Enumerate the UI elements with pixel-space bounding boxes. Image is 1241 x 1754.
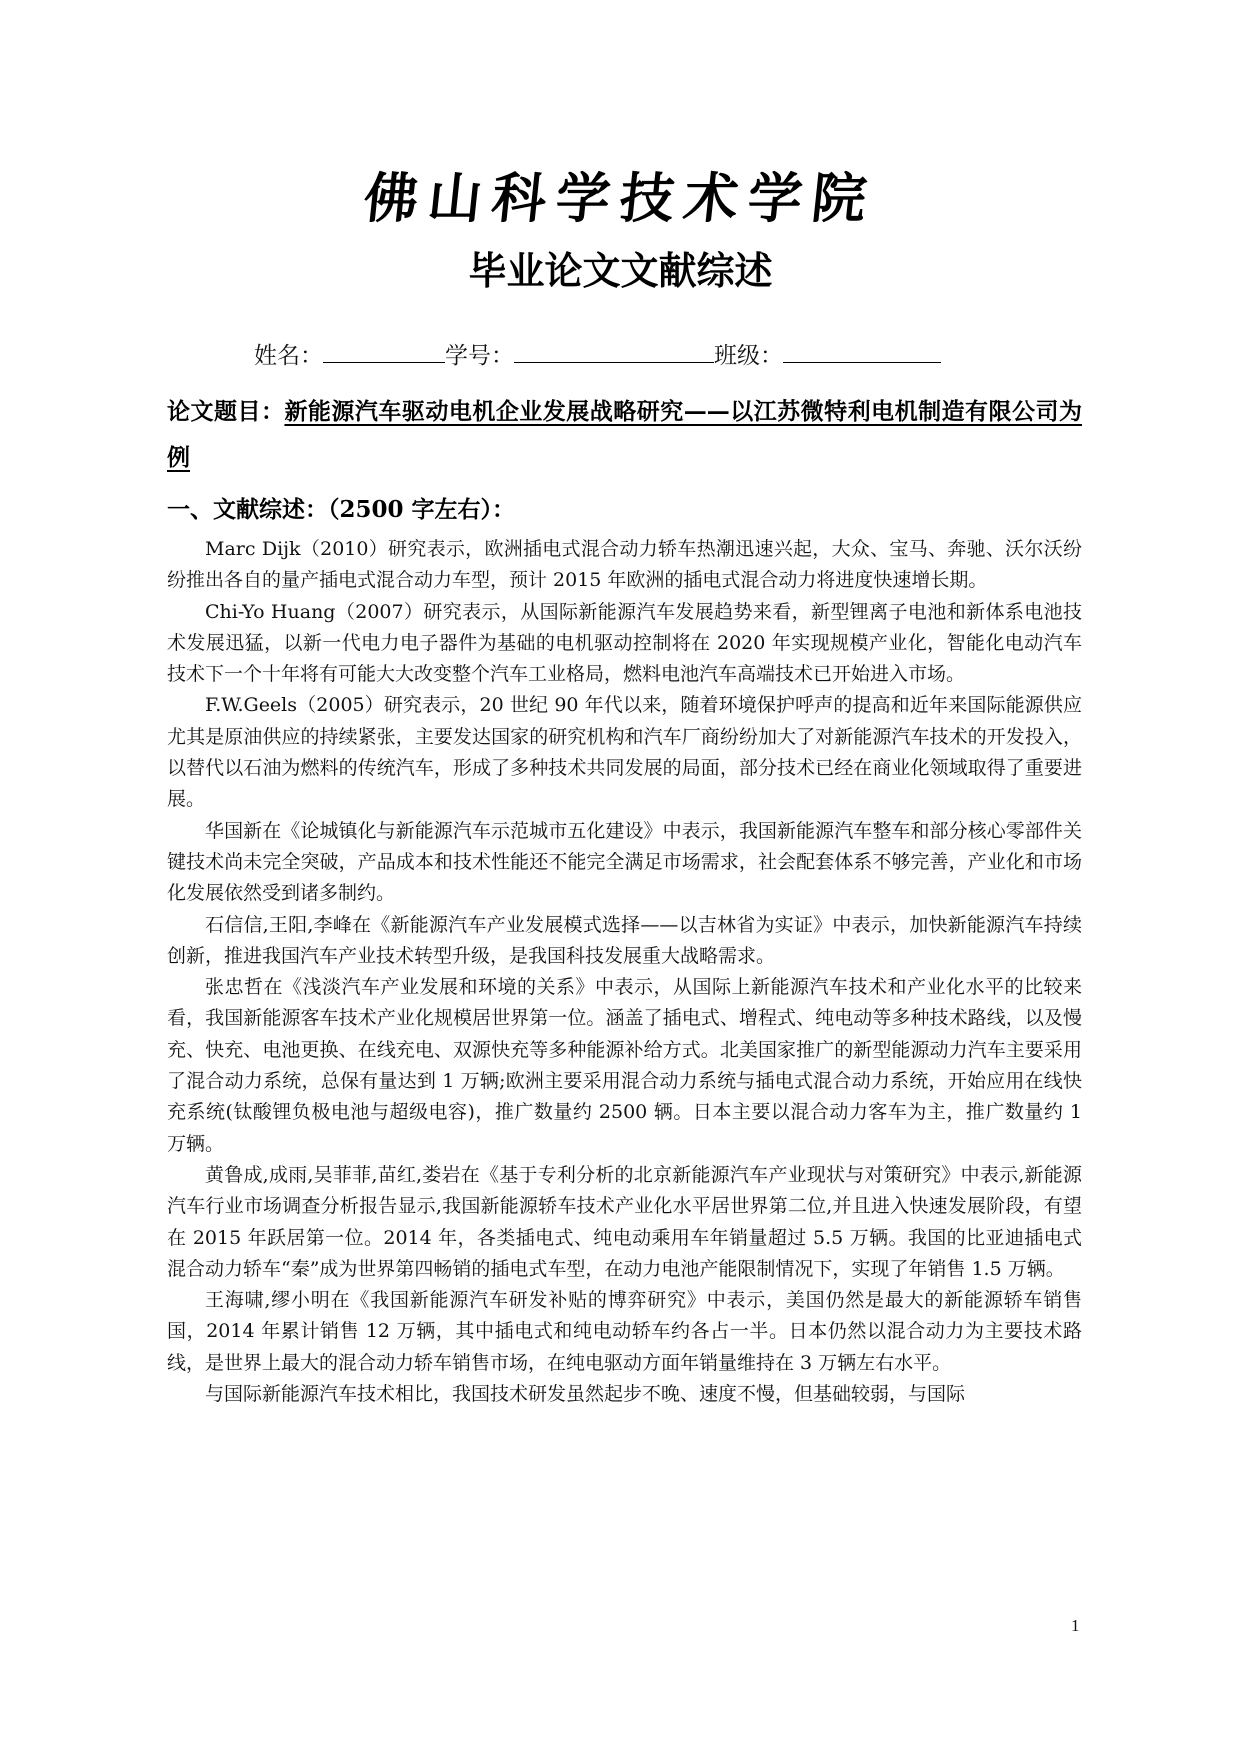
topic-text: 新能源汽车驱动电机企业发展战略研究——以江苏微特利电机制造有限公司为例: [167, 398, 1083, 471]
paragraph: Marc Dijk（2010）研究表示，欧洲插电式混合动力轿车热潮迅速兴起，大众、宝马、奔驰、沃尔沃纷纷推出各自的量产插电式混合动力车型，预计 2015 年欧洲的插电式混合动力将进度快速增长期。: [167, 538, 1082, 592]
class-label: 班级：: [714, 343, 783, 369]
paragraph: 黄鲁成,成雨,吴菲菲,苗红,娄岩在《基于专利分析的北京新能源汽车产业现状与对策研究》中表示,新能源汽车行业市场调查分析报告显示,我国新能源轿车技术产业化水平居世界第二位,并且进入快速发展阶段，有望在 2015 年跃居第一位。2014 年，各类插电式、纯电动乘用车年销量超过 5.5 万辆。我国的比亚迪插电式混合动力轿车“秦”成为世界第四畅销的插电式车型，在动力电池产能限制情况下，实现了年销售 1.5 万辆。: [167, 1163, 1082, 1280]
name-label: 姓名：: [254, 343, 323, 369]
document-title: 毕业论文文献综述: [468, 249, 773, 293]
section-heading: 一、文献综述：（2500 字左右）：: [167, 496, 516, 523]
paragraph: F.W.Geels（2005）研究表示，20 世纪 90 年代以来，随着环境保护呼声的提高和近年来国际能源供应尤其是原油供应的持续紧张，主要发达国家的研究机构和汽车厂商纷纷加大了对新能源汽车技术的开发投入，以替代以石油为燃料的传统汽车，形成了多种技术共同发展的局面，部分技术已经在商业化领域取得了重要进展。: [167, 694, 1082, 811]
paragraph: 华国新在《论城镇化与新能源汽车示范城市五化建设》中表示，我国新能源汽车整车和部分核心零部件关键技术尚未完全突破，产品成本和技术性能还不能完全满足市场需求，社会配套体系不够完善，产业化和市场化发展依然受到诸多制约。: [167, 819, 1082, 905]
class-blank: [783, 338, 941, 363]
topic-label: 论文题目：: [167, 398, 285, 425]
paragraph: 王海啸,缪小明在《我国新能源汽车研发补贴的博弈研究》中表示，美国仍然是最大的新能源轿车销售国，2014 年累计销售 12 万辆，其中插电式和纯电动轿车约各占一半。日本仍然以混合动力为主要技术路线，是世界上最大的混合动力轿车销售市场，在纯电驱动方面年销量维持在 3 万辆左右水平。: [167, 1289, 1082, 1374]
institution-logo-text: 佛山科学技术学院: [360, 166, 880, 230]
paragraph: Chi-Yo Huang（2007）研究表示，从国际新能源汽车发展趋势来看，新型锂离子电池和新体系电池技术发展迅猛，以新一代电力电子器件为基础的电机驱动控制将在 2020 年实现规模产业化，智能化电动汽车技术下一个十年将有可能大大改变整个汽车工业格局，燃料电池汽车高端技术已开始进入市场。: [167, 600, 1082, 686]
name-blank: [323, 338, 445, 363]
literature-review-body: [167, 534, 1082, 1410]
student-info-line: [254, 337, 941, 370]
student-id-blank: [514, 338, 714, 363]
page-number: 1: [1071, 1616, 1080, 1635]
paragraph: 与国际新能源汽车技术相比，我国技术研发虽然起步不晚、速度不慢，但基础较弱，与国际: [205, 1383, 966, 1406]
paragraph: 张忠哲在《浅淡汽车产业发展和环境的关系》中表示，从国际上新能源汽车技术和产业化水平的比较来看，我国新能源客车技术产业化规模居世界第一位。涵盖了插电式、增程式、纯电动等多种技术路线，以及慢充、快充、电池更换、在线充电、双源快充等多种能源补给方式。北美国家推广的新型能源动力汽车主要采用了混合动力系统，总保有量达到 1 万辆;欧洲主要采用混合动力系统与插电式混合动力系统，开始应用在线快充系统(钛酸锂负极电池与超级电容)，推广数量约 2500 辆。日本主要以混合动力客车为主，推广数量约 1 万辆。: [167, 976, 1082, 1155]
thesis-topic: [167, 389, 1082, 481]
paragraph: 石信信,王阳,李峰在《新能源汽车产业发展模式选择——以吉林省为实证》中表示，加快新能源汽车持续创新，推进我国汽车产业技术转型升级，是我国科技发展重大战略需求。: [167, 913, 1082, 967]
student-id-label: 学号：: [445, 343, 514, 369]
